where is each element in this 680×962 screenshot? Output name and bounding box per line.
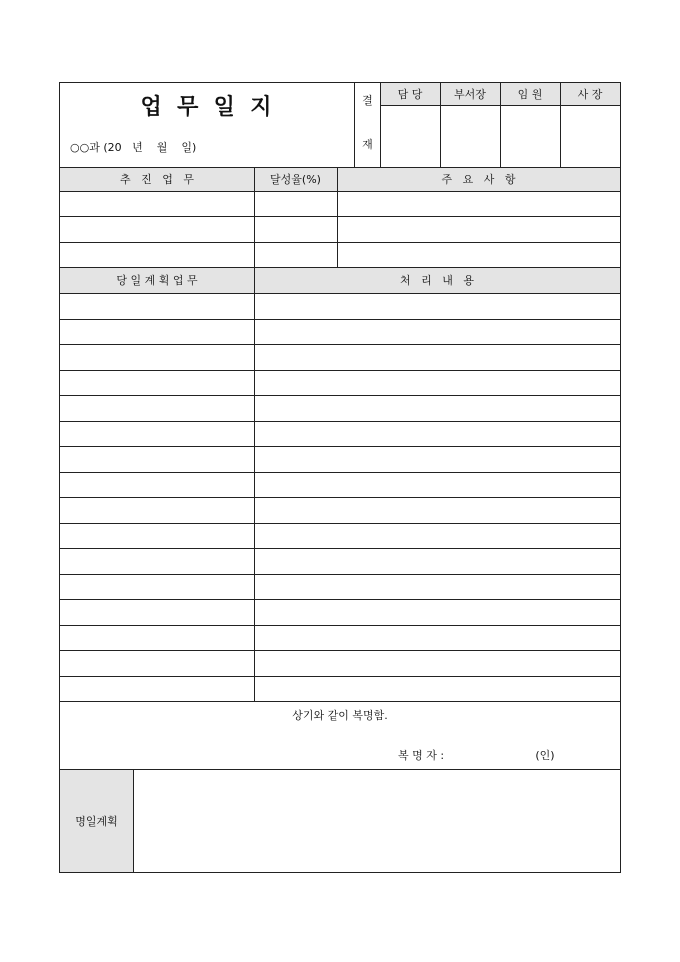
approval-label-top: 결	[362, 94, 373, 107]
section2-input-row[interactable]	[60, 320, 620, 345]
section2-input-row[interactable]	[60, 677, 620, 702]
header-processing-details: 처 리 내 용	[400, 274, 474, 287]
section2-input-row[interactable]	[60, 294, 620, 319]
sign-box-dept-head[interactable]	[441, 106, 499, 166]
approval-role-dept-head: 부서장	[454, 88, 486, 101]
approval-role-executive: 임 원	[517, 88, 543, 101]
header-achievement-rate: 달성율(%)	[270, 173, 321, 186]
section1-input-row[interactable]	[60, 217, 620, 242]
sign-box-executive[interactable]	[501, 106, 559, 166]
reporter-name-field[interactable]	[478, 745, 528, 765]
sign-box-staff[interactable]	[381, 106, 439, 166]
tomorrow-plan-field[interactable]	[134, 770, 620, 872]
sign-box-president[interactable]	[561, 106, 619, 166]
seal-label: (인)	[535, 749, 555, 762]
section1-input-row[interactable]	[60, 192, 620, 216]
header-daily-planned-tasks: 당 일 계 획 업 무	[116, 274, 198, 287]
section2-input-row[interactable]	[60, 396, 620, 421]
header-key-notes: 주 요 사 항	[441, 173, 516, 186]
section2-input-row[interactable]	[60, 498, 620, 523]
section2-input-row[interactable]	[60, 371, 620, 396]
approval-label-bottom: 재	[362, 138, 373, 151]
approval-role-staff: 담 당	[397, 88, 423, 101]
section2-input-row[interactable]	[60, 422, 620, 447]
section2-input-row[interactable]	[60, 575, 620, 600]
page-title: 업 무 일 지	[140, 93, 272, 120]
section2-input-row[interactable]	[60, 524, 620, 549]
section2-input-row[interactable]	[60, 473, 620, 498]
tomorrow-plan-label: 명일계획	[75, 815, 118, 828]
section2-input-row[interactable]	[60, 626, 620, 651]
report-statement: 상기와 같이 복명함.	[292, 709, 388, 722]
header-promoted-tasks: 추 진 업 무	[120, 173, 194, 186]
reporter-label: 복 명 자 :	[398, 749, 445, 762]
dept-date-line: ○○과 (20 년 월 일)	[70, 141, 197, 154]
section2-input-row[interactable]	[60, 600, 620, 625]
section1-input-row[interactable]	[60, 243, 620, 267]
approval-role-president: 사 장	[577, 88, 603, 101]
section2-input-row[interactable]	[60, 549, 620, 574]
section2-input-row[interactable]	[60, 345, 620, 370]
section2-bottom-border	[60, 701, 620, 702]
section2-input-row[interactable]	[60, 651, 620, 676]
section2-input-row[interactable]	[60, 447, 620, 472]
